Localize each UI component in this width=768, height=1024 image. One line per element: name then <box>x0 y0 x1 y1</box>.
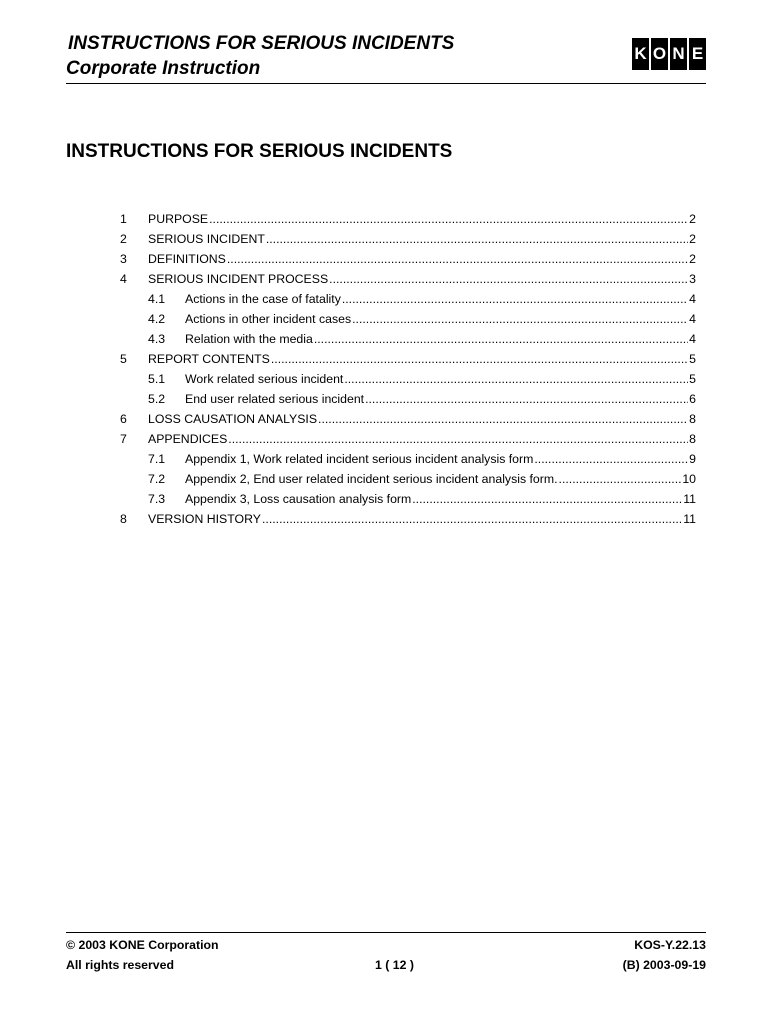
toc-entry-page: 5 <box>689 352 696 366</box>
toc-dot-leader <box>314 329 688 349</box>
toc-dot-leader <box>559 469 682 489</box>
toc-dot-leader <box>329 269 688 289</box>
toc-entry[interactable] <box>120 249 696 269</box>
toc-entry[interactable] <box>120 309 696 329</box>
toc-dot-leader <box>228 429 688 449</box>
kone-logo <box>632 38 706 70</box>
footer-rights: All rights reserved <box>66 958 174 972</box>
toc-entry-number: 3 <box>120 252 127 266</box>
toc-entry[interactable] <box>120 489 696 509</box>
toc-entry-page: 3 <box>689 272 696 286</box>
document-title: INSTRUCTIONS FOR SERIOUS INCIDENTS <box>66 141 453 162</box>
header-title: INSTRUCTIONS FOR SERIOUS INCIDENTS <box>68 33 455 54</box>
toc-entry-page: 6 <box>689 392 696 406</box>
toc-entry[interactable] <box>120 389 696 409</box>
toc-entry-number: 7.1 <box>148 452 166 466</box>
toc-entry-title: SERIOUS INCIDENT <box>148 232 265 246</box>
footer-doc-code: KOS-Y.22.13 <box>634 938 706 952</box>
footer-revision-date: (B) 2003-09-19 <box>622 958 706 972</box>
toc-entry-page: 11 <box>683 492 696 506</box>
logo-letter: K <box>632 38 649 70</box>
logo-letter: E <box>689 38 706 70</box>
toc-entry-title: Work related serious incident <box>185 372 344 386</box>
toc-entry[interactable] <box>120 509 696 529</box>
toc-entry-number: 7.2 <box>148 472 166 486</box>
toc-entry-number: 5 <box>120 352 127 366</box>
toc-entry-title: PURPOSE <box>148 212 209 226</box>
toc-entry[interactable] <box>120 449 696 469</box>
toc-dot-leader <box>365 389 688 409</box>
toc-entry-page: 11 <box>683 512 696 526</box>
toc-entry-title: Actions in other incident cases <box>185 312 352 326</box>
toc-entry-number: 7.3 <box>148 492 166 506</box>
header-divider <box>66 83 706 84</box>
toc-dot-leader <box>342 289 688 309</box>
toc-entry-title: Relation with the media <box>185 332 313 346</box>
toc-entry-number: 4.3 <box>148 332 166 346</box>
toc-entry-title: End user related serious incident <box>185 392 365 406</box>
toc-entry[interactable] <box>120 329 696 349</box>
toc-entry[interactable] <box>120 209 696 229</box>
toc-dot-leader <box>352 309 688 329</box>
toc-entry-page: 9 <box>689 452 696 466</box>
toc-entry-title: Appendix 3, Loss causation analysis form <box>185 492 412 506</box>
header-subtitle: Corporate Instruction <box>66 58 261 79</box>
toc-entry-number: 6 <box>120 412 127 426</box>
footer-page-indicator: 1 ( 12 ) <box>375 958 414 972</box>
page-header <box>66 33 706 85</box>
toc-entry-number: 2 <box>120 232 127 246</box>
toc-dot-leader <box>344 369 688 389</box>
toc-entry[interactable] <box>120 469 696 489</box>
toc-entry-title: LOSS CAUSATION ANALYSIS <box>148 412 318 426</box>
toc-entry-title: Appendix 1, Work related incident serious incident analysis form <box>185 452 534 466</box>
toc-dot-leader <box>227 249 688 269</box>
footer-divider <box>66 932 706 933</box>
toc-entry-number: 4 <box>120 272 127 286</box>
table-of-contents <box>120 209 696 529</box>
toc-entry-number: 5.1 <box>148 372 166 386</box>
page-footer <box>66 937 706 977</box>
toc-entry-title: REPORT CONTENTS <box>148 352 270 366</box>
toc-dot-leader <box>534 449 688 469</box>
toc-entry-page: 2 <box>689 212 696 226</box>
toc-entry[interactable] <box>120 409 696 429</box>
toc-entry-title: Appendix 2, End user related incident serious incident analysis form. <box>185 472 558 486</box>
toc-entry[interactable] <box>120 229 696 249</box>
toc-dot-leader <box>318 409 688 429</box>
toc-entry-title: DEFINITIONS <box>148 252 226 266</box>
toc-entry-page: 8 <box>689 412 696 426</box>
toc-dot-leader <box>209 209 688 229</box>
toc-entry[interactable] <box>120 429 696 449</box>
toc-entry-page: 2 <box>689 232 696 246</box>
toc-entry[interactable] <box>120 349 696 369</box>
toc-entry-page: 4 <box>689 312 696 326</box>
toc-entry-number: 1 <box>120 212 127 226</box>
toc-entry-title: VERSION HISTORY <box>148 512 261 526</box>
toc-entry-page: 2 <box>689 252 696 266</box>
toc-entry-title: Actions in the case of fatality <box>185 292 341 306</box>
toc-entry-title: APPENDICES <box>148 432 228 446</box>
toc-dot-leader <box>262 509 682 529</box>
toc-entry[interactable] <box>120 269 696 289</box>
toc-dot-leader <box>271 349 688 369</box>
toc-entry-number: 4.1 <box>148 292 166 306</box>
toc-entry-page: 4 <box>689 292 696 306</box>
toc-entry-number: 4.2 <box>148 312 166 326</box>
toc-entry-number: 5.2 <box>148 392 166 406</box>
toc-entry[interactable] <box>120 289 696 309</box>
toc-entry-page: 4 <box>689 332 696 346</box>
logo-letter: O <box>651 38 668 70</box>
toc-dot-leader <box>266 229 688 249</box>
toc-dot-leader <box>412 489 682 509</box>
toc-entry[interactable] <box>120 369 696 389</box>
toc-entry-page: 10 <box>682 472 696 486</box>
toc-entry-number: 7 <box>120 432 127 446</box>
toc-entry-page: 5 <box>689 372 696 386</box>
logo-letter: N <box>670 38 687 70</box>
footer-copyright: © 2003 KONE Corporation <box>66 938 219 952</box>
toc-entry-page: 8 <box>689 432 696 446</box>
toc-entry-title: SERIOUS INCIDENT PROCESS <box>148 272 329 286</box>
toc-entry-number: 8 <box>120 512 127 526</box>
